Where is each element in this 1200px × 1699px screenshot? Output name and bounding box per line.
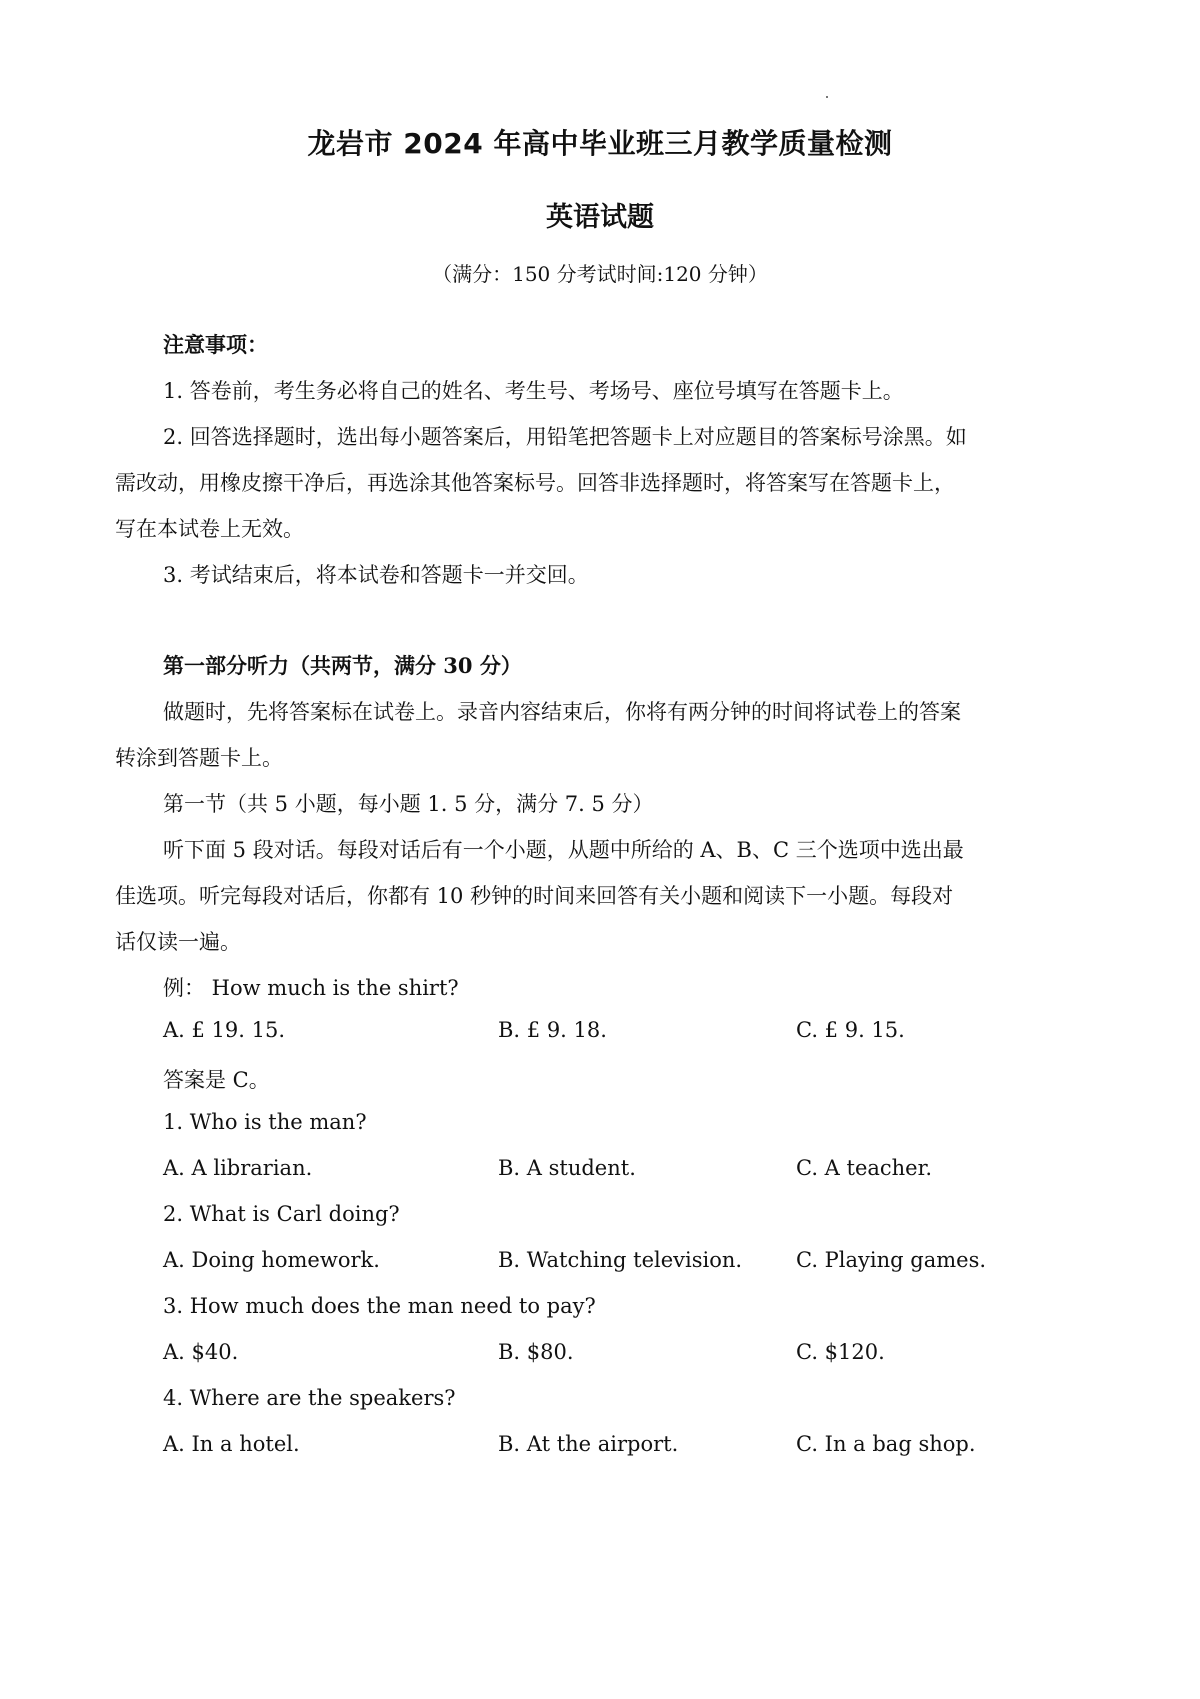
- subject-title: 英语试题: [546, 202, 654, 233]
- question-2-option-b: B. Watching television.: [498, 1248, 743, 1272]
- section1-instr-line2: 佳选项。听完每段对话后，你都有 10 秒钟的时间来回答有关小题和阅读下一小题。每段对: [115, 884, 954, 908]
- scan-speck: [826, 96, 828, 98]
- example-answer: 答案是 C。: [163, 1068, 270, 1092]
- example-option-c: C. £ 9. 15.: [796, 1018, 905, 1042]
- notice-heading: 注意事项：: [163, 332, 268, 357]
- question-4-option-a: A. In a hotel.: [163, 1432, 300, 1456]
- notice-item-2-line3: 写在本试卷上无效。: [115, 517, 304, 541]
- question-3: 3. How much does the man need to pay?: [163, 1294, 596, 1318]
- section1-heading: 第一节（共 5 小题，每小题 1. 5 分，满分 7. 5 分）: [163, 792, 654, 816]
- exam-info: （满分：150 分考试时间:120 分钟）: [432, 262, 768, 286]
- question-4: 4. Where are the speakers?: [163, 1386, 456, 1410]
- notice-item-2-line2: 需改动，用橡皮擦干净后，再选涂其他答案标号。回答非选择题时，将答案写在答题卡上，: [115, 471, 955, 495]
- question-1-option-a: A. A librarian.: [163, 1156, 313, 1180]
- question-4-option-b: B. At the airport.: [498, 1432, 679, 1456]
- notice-item-2-line1: 2. 回答选择题时，选出每小题答案后，用铅笔把答题卡上对应题目的答案标号涂黑。如: [163, 425, 967, 449]
- section1-instr-line3: 话仅读一遍。: [115, 930, 241, 954]
- part1-heading: 第一部分听力（共两节，满分 30 分）: [163, 653, 522, 678]
- question-3-option-c: C. $120.: [796, 1340, 885, 1364]
- question-2-option-a: A. Doing homework.: [163, 1248, 380, 1272]
- question-2: 2. What is Carl doing?: [163, 1202, 400, 1226]
- section1-instr-line1: 听下面 5 段对话。每段对话后有一个小题，从题中所给的 A、B、C 三个选项中选出最: [163, 838, 964, 862]
- question-2-option-c: C. Playing games.: [796, 1248, 987, 1272]
- question-1: 1. Who is the man?: [163, 1110, 367, 1134]
- notice-item-3: 3. 考试结束后，将本试卷和答题卡一并交回。: [163, 563, 589, 587]
- notice-item-1: 1. 答卷前，考生务必将自己的姓名、考生号、考场号、座位号填写在答题卡上。: [163, 379, 904, 403]
- page-title: 龙岩市 2024 年高中毕业班三月教学质量检测: [307, 127, 893, 160]
- question-1-option-b: B. A student.: [498, 1156, 636, 1180]
- question-3-option-a: A. $40.: [163, 1340, 239, 1364]
- part1-intro-line2: 转涂到答题卡上。: [115, 746, 283, 770]
- example-option-a: A. £ 19. 15.: [163, 1018, 286, 1042]
- question-1-option-c: C. A teacher.: [796, 1156, 933, 1180]
- example-option-b: B. £ 9. 18.: [498, 1018, 607, 1042]
- question-3-option-b: B. $80.: [498, 1340, 574, 1364]
- example-question: 例： How much is the shirt?: [163, 976, 459, 1000]
- question-4-option-c: C. In a bag shop.: [796, 1432, 976, 1456]
- part1-intro-line1: 做题时，先将答案标在试卷上。录音内容结束后，你将有两分钟的时间将试卷上的答案: [163, 700, 961, 724]
